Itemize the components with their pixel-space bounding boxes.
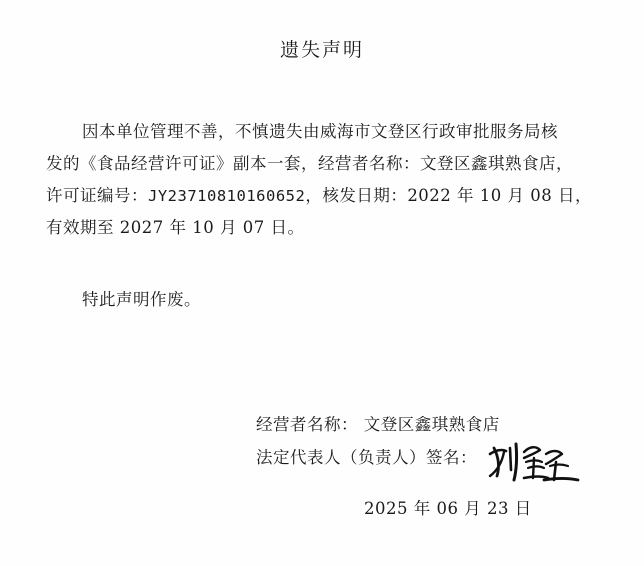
license-number: JY23710810160652 (148, 187, 306, 205)
handwritten-signature (484, 436, 584, 486)
paragraph-line-3 (46, 180, 606, 212)
issue-date-text: ，核发日期：2022 年 10 月 08 日， (305, 186, 593, 205)
license-number-label: 许可证编号： (46, 186, 148, 205)
statement-paragraph (46, 116, 606, 244)
signoff-date: 2025 年 06 月 23 日 (364, 499, 532, 518)
paragraph-line-2: 发的《食品经营许可证》副本一套，经营者名称：文登区鑫琪熟食店， (46, 154, 573, 173)
operator-name-line: 经营者名称： 文登区鑫琪熟食店 (256, 415, 500, 434)
closing-statement: 特此声明作废。 (82, 290, 201, 309)
paragraph-line-4: 有效期至 2027 年 10 月 07 日。 (46, 218, 305, 237)
paragraph-line-1: 因本单位管理不善，不慎遗失由威海市文登区行政审批服务局核 (82, 122, 558, 141)
representative-signature-label: 法定代表人（负责人）签名： (256, 448, 477, 467)
document-title: 遗失声明 (279, 39, 364, 61)
